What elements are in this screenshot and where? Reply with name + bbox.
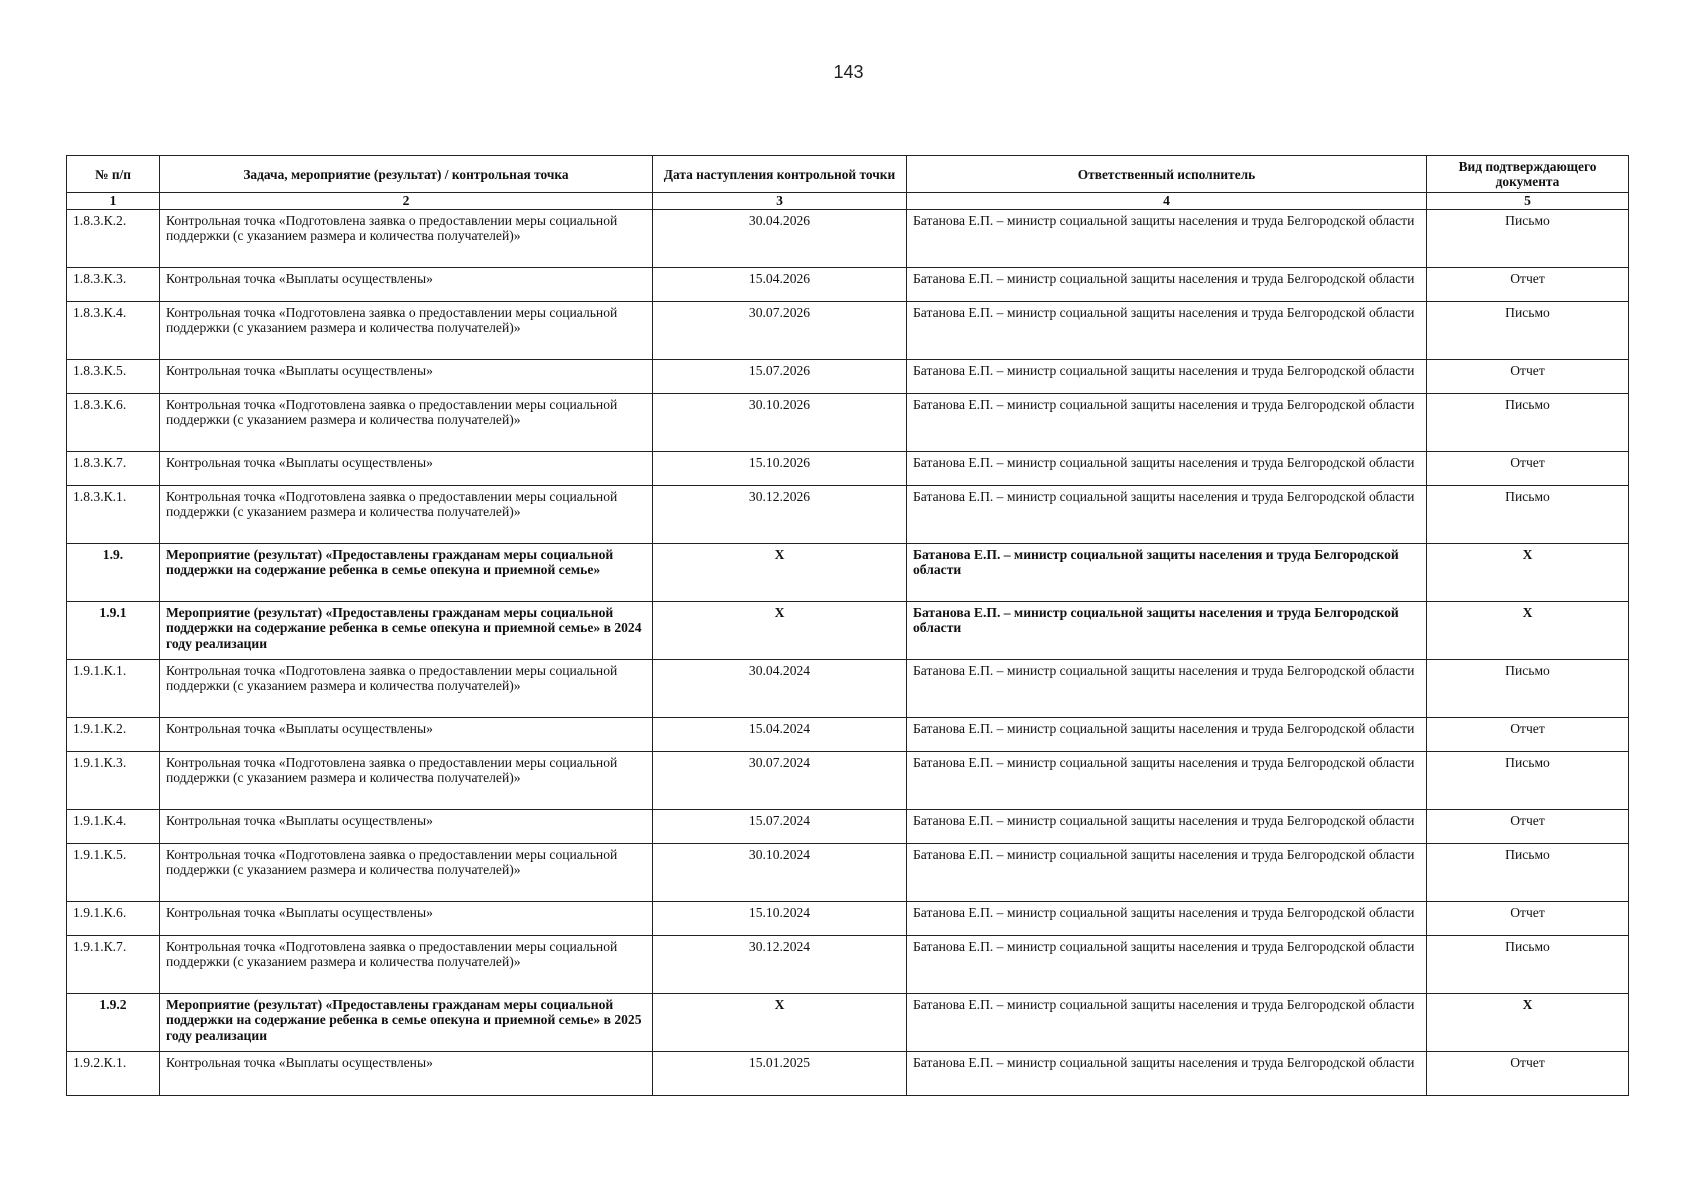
date-cell: 30.07.2026 bbox=[653, 302, 907, 360]
task-cell: Контрольная точка «Выплаты осуществлены» bbox=[160, 1052, 653, 1096]
header-doc: Вид подтверждающего документа bbox=[1427, 156, 1629, 193]
date-cell: 30.04.2026 bbox=[653, 210, 907, 268]
date-cell: 15.04.2024 bbox=[653, 718, 907, 752]
doc-type-cell: Отчет bbox=[1427, 452, 1629, 486]
executor-cell: Батанова Е.П. – министр социальной защиты населения и труда Белгородской области bbox=[907, 752, 1427, 810]
table-row bbox=[67, 936, 1629, 994]
executor-cell: Батанова Е.П. – министр социальной защиты населения и труда Белгородской области bbox=[907, 660, 1427, 718]
doc-type-cell: Х bbox=[1427, 994, 1629, 1052]
header-task: Задача, мероприятие (результат) / контрольная точка bbox=[160, 156, 653, 193]
doc-type-cell: Письмо bbox=[1427, 210, 1629, 268]
control-points-table bbox=[66, 155, 1629, 1096]
task-cell: Контрольная точка «Подготовлена заявка о предоставлении меры социальной поддержки (с указанием размера и количества получателей)» bbox=[160, 752, 653, 810]
table-row bbox=[67, 660, 1629, 718]
date-cell: 15.10.2026 bbox=[653, 452, 907, 486]
date-cell: Х bbox=[653, 994, 907, 1052]
executor-cell: Батанова Е.П. – министр социальной защиты населения и труда Белгородской области bbox=[907, 936, 1427, 994]
doc-type-cell: Х bbox=[1427, 602, 1629, 660]
date-cell: 15.07.2024 bbox=[653, 810, 907, 844]
task-cell: Контрольная точка «Подготовлена заявка о предоставлении меры социальной поддержки (с указанием размера и количества получателей)» bbox=[160, 844, 653, 902]
date-cell: 30.10.2024 bbox=[653, 844, 907, 902]
task-cell: Мероприятие (результат) «Предоставлены гражданам меры социальной поддержки на содержание ребенка в семье опекуна и приемной семье» в 2025 году реализации bbox=[160, 994, 653, 1052]
executor-cell: Батанова Е.П. – министр социальной защиты населения и труда Белгородской области bbox=[907, 810, 1427, 844]
row-number: 1.9.1.К.6. bbox=[67, 902, 160, 936]
executor-cell: Батанова Е.П. – министр социальной защиты населения и труда Белгородской области bbox=[907, 210, 1427, 268]
row-number: 1.8.3.К.1. bbox=[67, 486, 160, 544]
table-row bbox=[67, 268, 1629, 302]
row-number: 1.9.1.К.5. bbox=[67, 844, 160, 902]
date-cell: Х bbox=[653, 544, 907, 602]
table-header-row bbox=[67, 156, 1629, 193]
header-num: № п/п bbox=[67, 156, 160, 193]
doc-type-cell: Отчет bbox=[1427, 1052, 1629, 1096]
table-row bbox=[67, 210, 1629, 268]
table-row bbox=[67, 452, 1629, 486]
date-cell: 30.04.2024 bbox=[653, 660, 907, 718]
executor-cell: Батанова Е.П. – министр социальной защиты населения и труда Белгородской области bbox=[907, 718, 1427, 752]
date-cell: 15.01.2025 bbox=[653, 1052, 907, 1096]
doc-type-cell: Отчет bbox=[1427, 902, 1629, 936]
header-date: Дата наступления контрольной точки bbox=[653, 156, 907, 193]
row-number: 1.9. bbox=[67, 544, 160, 602]
column-number: 2 bbox=[160, 193, 653, 210]
date-cell: 30.12.2026 bbox=[653, 486, 907, 544]
table-row bbox=[67, 602, 1629, 660]
task-cell: Контрольная точка «Подготовлена заявка о предоставлении меры социальной поддержки (с указанием размера и количества получателей)» bbox=[160, 302, 653, 360]
doc-type-cell: Отчет bbox=[1427, 360, 1629, 394]
table-row bbox=[67, 544, 1629, 602]
doc-type-cell: Отчет bbox=[1427, 268, 1629, 302]
table-row bbox=[67, 994, 1629, 1052]
task-cell: Контрольная точка «Подготовлена заявка о предоставлении меры социальной поддержки (с указанием размера и количества получателей)» bbox=[160, 936, 653, 994]
row-number: 1.9.2.К.1. bbox=[67, 1052, 160, 1096]
date-cell: 15.04.2026 bbox=[653, 268, 907, 302]
task-cell: Контрольная точка «Подготовлена заявка о предоставлении меры социальной поддержки (с указанием размера и количества получателей)» bbox=[160, 486, 653, 544]
executor-cell: Батанова Е.П. – министр социальной защиты населения и труда Белгородской области bbox=[907, 994, 1427, 1052]
column-number: 1 bbox=[67, 193, 160, 210]
task-cell: Контрольная точка «Подготовлена заявка о предоставлении меры социальной поддержки (с указанием размера и количества получателей)» bbox=[160, 210, 653, 268]
column-number: 5 bbox=[1427, 193, 1629, 210]
row-number: 1.8.3.К.2. bbox=[67, 210, 160, 268]
date-cell: 30.10.2026 bbox=[653, 394, 907, 452]
task-cell: Мероприятие (результат) «Предоставлены гражданам меры социальной поддержки на содержание ребенка в семье опекуна и приемной семье» bbox=[160, 544, 653, 602]
doc-type-cell: Х bbox=[1427, 544, 1629, 602]
task-cell: Контрольная точка «Подготовлена заявка о предоставлении меры социальной поддержки (с указанием размера и количества получателей)» bbox=[160, 394, 653, 452]
row-number: 1.8.3.К.6. bbox=[67, 394, 160, 452]
date-cell: 30.07.2024 bbox=[653, 752, 907, 810]
executor-cell: Батанова Е.П. – министр социальной защиты населения и труда Белгородской области bbox=[907, 452, 1427, 486]
column-number-row bbox=[67, 193, 1629, 210]
executor-cell: Батанова Е.П. – министр социальной защиты населения и труда Белгородской области bbox=[907, 360, 1427, 394]
page-number: 143 bbox=[833, 62, 864, 82]
doc-type-cell: Письмо bbox=[1427, 486, 1629, 544]
task-cell: Мероприятие (результат) «Предоставлены гражданам меры социальной поддержки на содержание ребенка в семье опекуна и приемной семье» в 2024 году реализации bbox=[160, 602, 653, 660]
table-row bbox=[67, 360, 1629, 394]
table-row bbox=[67, 394, 1629, 452]
executor-cell: Батанова Е.П. – министр социальной защиты населения и труда Белгородской области bbox=[907, 544, 1427, 602]
executor-cell: Батанова Е.П. – министр социальной защиты населения и труда Белгородской области bbox=[907, 602, 1427, 660]
executor-cell: Батанова Е.П. – министр социальной защиты населения и труда Белгородской области bbox=[907, 394, 1427, 452]
row-number: 1.9.1.К.4. bbox=[67, 810, 160, 844]
column-number: 3 bbox=[653, 193, 907, 210]
task-cell: Контрольная точка «Подготовлена заявка о предоставлении меры социальной поддержки (с указанием размера и количества получателей)» bbox=[160, 660, 653, 718]
row-number: 1.8.3.К.3. bbox=[67, 268, 160, 302]
table-row bbox=[67, 810, 1629, 844]
table-row bbox=[67, 752, 1629, 810]
doc-type-cell: Письмо bbox=[1427, 394, 1629, 452]
doc-type-cell: Отчет bbox=[1427, 810, 1629, 844]
executor-cell: Батанова Е.П. – министр социальной защиты населения и труда Белгородской области bbox=[907, 844, 1427, 902]
doc-type-cell: Отчет bbox=[1427, 718, 1629, 752]
date-cell: 30.12.2024 bbox=[653, 936, 907, 994]
row-number: 1.9.1.К.1. bbox=[67, 660, 160, 718]
date-cell: 15.10.2024 bbox=[653, 902, 907, 936]
row-number: 1.9.1.К.2. bbox=[67, 718, 160, 752]
table-row bbox=[67, 718, 1629, 752]
task-cell: Контрольная точка «Выплаты осуществлены» bbox=[160, 452, 653, 486]
doc-type-cell: Письмо bbox=[1427, 844, 1629, 902]
column-number: 4 bbox=[907, 193, 1427, 210]
table-row bbox=[67, 844, 1629, 902]
task-cell: Контрольная точка «Выплаты осуществлены» bbox=[160, 718, 653, 752]
row-number: 1.9.1.К.3. bbox=[67, 752, 160, 810]
row-number: 1.8.3.К.7. bbox=[67, 452, 160, 486]
date-cell: 15.07.2026 bbox=[653, 360, 907, 394]
date-cell: Х bbox=[653, 602, 907, 660]
row-number: 1.9.1.К.7. bbox=[67, 936, 160, 994]
doc-type-cell: Письмо bbox=[1427, 302, 1629, 360]
table-row bbox=[67, 1052, 1629, 1096]
row-number: 1.9.1 bbox=[67, 602, 160, 660]
row-number: 1.8.3.К.4. bbox=[67, 302, 160, 360]
executor-cell: Батанова Е.П. – министр социальной защиты населения и труда Белгородской области bbox=[907, 486, 1427, 544]
header-executor: Ответственный исполнитель bbox=[907, 156, 1427, 193]
doc-type-cell: Письмо bbox=[1427, 752, 1629, 810]
task-cell: Контрольная точка «Выплаты осуществлены» bbox=[160, 810, 653, 844]
table-row bbox=[67, 486, 1629, 544]
task-cell: Контрольная точка «Выплаты осуществлены» bbox=[160, 268, 653, 302]
doc-type-cell: Письмо bbox=[1427, 660, 1629, 718]
row-number: 1.8.3.К.5. bbox=[67, 360, 160, 394]
executor-cell: Батанова Е.П. – министр социальной защиты населения и труда Белгородской области bbox=[907, 1052, 1427, 1096]
table-row bbox=[67, 302, 1629, 360]
task-cell: Контрольная точка «Выплаты осуществлены» bbox=[160, 360, 653, 394]
task-cell: Контрольная точка «Выплаты осуществлены» bbox=[160, 902, 653, 936]
executor-cell: Батанова Е.П. – министр социальной защиты населения и труда Белгородской области bbox=[907, 268, 1427, 302]
executor-cell: Батанова Е.П. – министр социальной защиты населения и труда Белгородской области bbox=[907, 302, 1427, 360]
row-number: 1.9.2 bbox=[67, 994, 160, 1052]
executor-cell: Батанова Е.П. – министр социальной защиты населения и труда Белгородской области bbox=[907, 902, 1427, 936]
doc-type-cell: Письмо bbox=[1427, 936, 1629, 994]
table-row bbox=[67, 902, 1629, 936]
